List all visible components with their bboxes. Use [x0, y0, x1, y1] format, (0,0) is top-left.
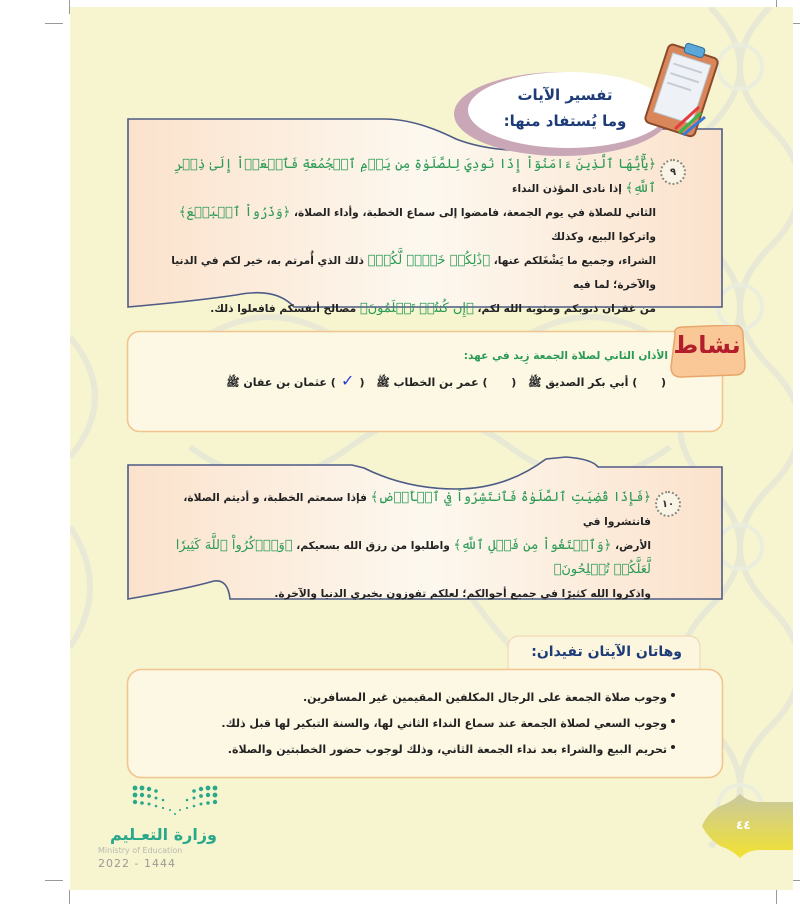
- option-paren: ): [482, 376, 488, 389]
- verse-10-line-2: [146, 534, 651, 582]
- crop-mark: [69, 890, 70, 904]
- tafsir-text: واطلبوا من رزق الله بسعيكم،: [292, 540, 454, 552]
- quran-quote: ﴿يَٰٓأَيُّهَا ٱلَّذِينَ ءَامَنُوٓاْ إِذَا نُودِيَ لِلصَّلَوٰةِ مِن يَوۡمِ ٱلۡجُمُعَةِ فَٱسۡعَوۡاْ إِلَىٰ ذِكۡرِ ٱللَّهِ﴾: [174, 157, 656, 196]
- benefit-item: [180, 711, 675, 737]
- option-paren: ): [632, 376, 638, 389]
- section-title: [475, 82, 655, 134]
- crop-mark: [776, 890, 777, 904]
- option-label: عثمان بن عفان ﷺ: [226, 376, 327, 389]
- tafsir-text: الشراء، وجميع ما يَشْغَلكم عنها،: [490, 255, 656, 267]
- option-paren: ): [330, 376, 336, 389]
- clipboard-icon: [635, 37, 725, 147]
- benefit-item: [180, 685, 675, 711]
- verse-number-9: [660, 159, 686, 185]
- quran-quote: ﴿وَذَرُواْ ٱلۡبَيۡعَ﴾: [178, 205, 291, 220]
- activity-question: الأذان الثاني لصلاة الجمعة زِيد في عهد:: [463, 350, 668, 362]
- verse-10-line-1: [146, 486, 651, 534]
- benefit-text: وجوب صلاة الجمعة على الرجال المكلفين المقيمين غير المسافرين.: [302, 691, 667, 704]
- tafsir-text: من غفران ذنوبكم ومثوبة الله لكم،: [473, 303, 656, 315]
- option-umar[interactable]: [373, 376, 517, 389]
- section-title-line1: تفسير الآيات: [517, 86, 613, 104]
- crop-mark: [45, 23, 63, 24]
- quran-quote: ﴿إِن كُنتُمۡ تَعۡلَمُونَ﴾: [359, 301, 474, 316]
- tafsir-text: الأرض،: [611, 540, 651, 552]
- option-abu-bakr[interactable]: [524, 376, 666, 389]
- option-label: أبي بكر الصديق ﷺ: [528, 376, 629, 389]
- bullet-icon: [671, 719, 675, 723]
- crop-mark: [45, 880, 63, 881]
- verse-10-line-3: [146, 582, 651, 606]
- quran-quote: ﴿وَٱبۡتَغُواْ مِن فَضۡلِ ٱللَّهِ﴾: [453, 538, 612, 553]
- option-paren: (: [359, 376, 365, 389]
- bullet-icon: [671, 745, 675, 749]
- verse-number-value: ١٠: [661, 498, 675, 510]
- ministry-name-arabic: وزارة التعـليم: [110, 825, 217, 844]
- verse-9-line-1: [146, 153, 656, 201]
- tafsir-text: واتركوا البيع، وكذلك: [551, 231, 656, 243]
- verse-9-line-2: [146, 201, 656, 249]
- verse-number-10: [655, 491, 681, 517]
- tafsir-text: ذلك الذي أُمرتم به، خير لكم في الدنيا والآخرة؛ لما فيه: [171, 255, 656, 291]
- ministry-logo-icon: [130, 783, 220, 819]
- benefit-item: [180, 737, 675, 763]
- option-uthman[interactable]: [226, 371, 365, 390]
- option-checkbox-checked[interactable]: ✓: [340, 371, 355, 390]
- page-number: ٤٤: [736, 818, 751, 832]
- edition-year: 2022 - 1444: [98, 857, 176, 870]
- tafsir-text: الثاني للصلاة في يوم الجمعة، فامضوا إلى سماع الخطبة، وأداء الصلاة،: [290, 207, 656, 219]
- option-paren: (: [660, 376, 666, 389]
- benefit-text: تحريم البيع والشراء بعد نداء الجمعة الثاني، وذلك لوجوب حضور الخطبتين والصلاة.: [227, 743, 667, 756]
- activity-options: [190, 371, 666, 392]
- tafsir-text: إذا نادى المؤذن النداء: [512, 183, 626, 195]
- bullet-icon: [671, 693, 675, 697]
- option-label: عمر بن الخطاب ﷺ: [376, 376, 479, 389]
- section-title-line2: وما يُستفاد منها:: [503, 112, 627, 130]
- activity-badge-label: نشاط: [673, 331, 741, 359]
- tafsir-text: واذكروا الله كثيرًا في جميع أحوالكم؛ لعلكم تفوزون بخيري الدنيا والآخرة.: [274, 588, 651, 600]
- benefits-list: [180, 685, 675, 763]
- benefit-text: وجوب السعي لصلاة الجمعة عند سماع النداء الثاني لها، والسنة التبكير لها قبل ذلك.: [221, 717, 667, 730]
- verse-10-text: [146, 486, 651, 606]
- verse-9-line-3: [146, 249, 656, 297]
- quran-quote: ﴿وَٱذۡكُرُواْ ٱللَّهَ كَثِيرٗا لَّعَلَّكُمۡ تُفۡلِحُونَ﴾: [175, 538, 651, 577]
- textbook-page: [70, 7, 793, 890]
- ministry-name-english: Ministry of Education: [98, 846, 183, 855]
- option-paren: (: [511, 376, 517, 389]
- verse-9-text: [146, 153, 656, 321]
- tafsir-text: مصالح أنفسكم فافعلوا ذلك.: [210, 303, 360, 315]
- tafsir-text: فإذا سمعتم الخطبة، و أديتم الصلاة، فانتشروا في: [183, 492, 651, 528]
- quran-quote: ﴿ذَٰلِكُمۡ خَيۡرٞ لَّكُمۡ﴾: [367, 253, 490, 268]
- benefits-title: وهاتان الآيتان تفيدان:: [531, 644, 682, 660]
- verse-9-line-4: [146, 297, 656, 321]
- verse-number-value: ٩: [669, 166, 677, 178]
- quran-quote: ﴿فَإِذَا قُضِيَتِ ٱلصَّلَوٰةُ فَٱنتَشِرُواْ فِي ٱلۡأَرۡضِ﴾: [370, 490, 651, 505]
